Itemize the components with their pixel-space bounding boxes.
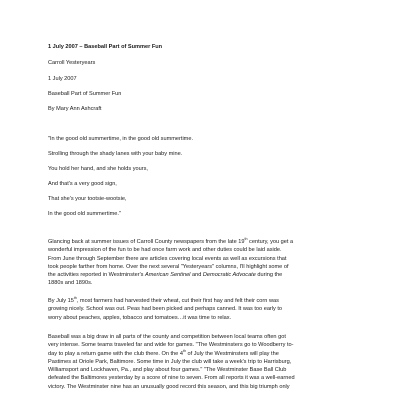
verse-line: And that's a very good sign, bbox=[48, 181, 117, 187]
verse-line: Strolling through the shady lanes with your baby mine. bbox=[48, 151, 183, 157]
paragraph-baseball bbox=[48, 333, 356, 391]
article-title: Baseball Part of Summer Fun bbox=[48, 91, 122, 97]
paragraph-line: very intense. Some teams traveled far and wide for games. "The Westminsters go to Woodberry to- bbox=[48, 342, 294, 349]
paragraph-line: growing nicely. School was out. Peas had been picked and perhaps canned. It was too early to bbox=[48, 306, 283, 313]
article-date: 1 July 2007 bbox=[48, 76, 77, 82]
document-heading: 1 July 2007 – Baseball Part of Summer Fun bbox=[48, 44, 163, 50]
paragraph-line: Pastimes at Oriole Park, Baltimore. Some time in July the club will take a week's trip to Harrisburg, bbox=[48, 358, 292, 365]
paragraph-line: wonderful impression of the fun to be had once farm work and other duties could be laid aside. bbox=[48, 247, 282, 254]
verse-line: In the good old summertime." bbox=[48, 211, 121, 217]
verse-line: You hold her hand, and she holds yours, bbox=[48, 166, 148, 172]
paragraph-line: 1880s and 1890s. bbox=[48, 280, 93, 287]
verse-line: That she's your tootsie-wootsie, bbox=[48, 196, 127, 202]
paragraph-line: defeated the Baltimores yesterday by a score of nine to seven. From all reports it was a well-earned bbox=[48, 375, 295, 382]
paragraph-summer-issues bbox=[48, 238, 356, 288]
paragraph-line: Williamsport and Lockhaven, Pa., and play about four games." "The Westminster Base Ball Club bbox=[48, 367, 287, 374]
paragraph-line: victory. The Westminster nine has an unusually good record this season, and this big triumph only bbox=[48, 383, 290, 390]
column-name: Carroll Yesteryears bbox=[48, 60, 96, 66]
paragraph-line: took people farther from home. Over the next several "Yesteryears" columns, I'll highlight some of bbox=[48, 263, 289, 270]
paragraph-july-harvest bbox=[48, 297, 356, 322]
paragraph-line: By July 15th, most farmers had harvested their wheat, cut their first hay and felt their corn was bbox=[48, 296, 279, 304]
paragraph-line: Glancing back at summer issues of Carroll County newspapers from the late 19th century, you get a bbox=[48, 237, 294, 245]
paragraph-line: From June through September there are articles covering local events as well as excursions that bbox=[48, 255, 287, 262]
paragraph-line: worry about peaches, apples, tobacco and tomatoes…it was time to relax. bbox=[48, 314, 232, 321]
paragraph-line: Baseball was a big draw in all parts of the county and competition between local teams often got bbox=[48, 334, 286, 340]
paragraph-line: the activities reported in Westminster's American Sentinel and Democratic Advocate during the bbox=[48, 272, 283, 279]
paragraph-line: day to play a return game with the club there. On the 4th of July the Westminsters will play the bbox=[48, 348, 279, 357]
article-byline: By Mary Ann Ashcraft bbox=[48, 106, 102, 112]
verse-line: "In the good old summertime, in the good old summertime. bbox=[48, 136, 194, 142]
